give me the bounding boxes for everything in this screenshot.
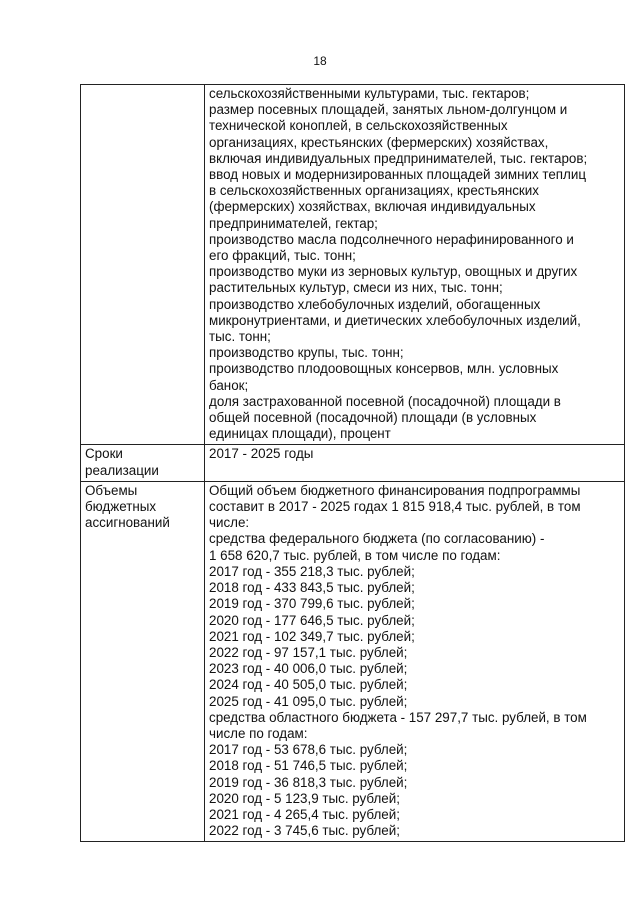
label-line: бюджетных bbox=[85, 499, 157, 515]
text-line: 2025 год - 41 095,0 тыс. рублей; bbox=[209, 693, 408, 709]
text-line: 1 658 620,7 тыс. рублей, в том числе по годам: bbox=[209, 547, 501, 563]
text-line: общей посевной (посадочной) площади (в условных bbox=[209, 410, 537, 426]
text-line: 2019 год - 36 818,3 тыс. рублей; bbox=[209, 774, 408, 790]
text-line: числе: bbox=[209, 515, 250, 531]
row-value-cell bbox=[205, 85, 625, 445]
text-line: 2017 - 2025 годы bbox=[209, 446, 314, 462]
text-line: средства федерального бюджета (по согласованию) - bbox=[209, 531, 545, 547]
text-line: производство муки из зерновых культур, овощных и других bbox=[209, 264, 578, 280]
text-line: 2021 год - 4 265,4 тыс. рублей; bbox=[209, 806, 400, 822]
label-line: ассигнований bbox=[85, 515, 170, 531]
passport-table bbox=[80, 84, 625, 842]
text-line: доля застрахованной посевной (посадочной) площади в bbox=[209, 393, 561, 409]
label-line: Сроки bbox=[85, 446, 123, 462]
text-line: 2022 год - 97 157,1 тыс. рублей; bbox=[209, 644, 408, 660]
text-line: составит в 2017 - 2025 годах 1 815 918,4 тыс. рублей, в том bbox=[209, 499, 581, 515]
text-line: растительных культур, смеси из них, тыс. тонн; bbox=[209, 280, 503, 296]
text-line: организациях, крестьянских (фермерских) хозяйствах, bbox=[209, 134, 549, 150]
text-line: микронутриентами, и диетических хлебобулочных изделий, bbox=[209, 312, 581, 328]
text-line: его фракций, тыс. тонн; bbox=[209, 248, 356, 264]
text-line: (фермерских) хозяйствах, включая индивидуальных bbox=[209, 199, 536, 215]
text-line: 2020 год - 5 123,9 тыс. рублей; bbox=[209, 790, 400, 806]
text-line: 2018 год - 433 843,5 тыс. рублей; bbox=[209, 580, 415, 596]
text-line: включая индивидуальных предпринимателей, тыс. гектаров; bbox=[209, 150, 588, 166]
text-line: сельскохозяйственными культурами, тыс. гектаров; bbox=[209, 86, 530, 101]
text-line: производство хлебобулочных изделий, обогащенных bbox=[209, 296, 541, 312]
text-line: средства областного бюджета - 157 297,7 тыс. рублей, в том bbox=[209, 709, 587, 725]
text-line: технической коноплей, в сельскохозяйственных bbox=[209, 118, 508, 134]
row-label-cell bbox=[81, 85, 205, 445]
table-row bbox=[81, 85, 625, 445]
text-line: производство масла подсолнечного нерафинированного и bbox=[209, 231, 574, 247]
row-value-cell bbox=[205, 445, 625, 481]
label-line: Объемы bbox=[85, 482, 138, 498]
row-label-cell bbox=[81, 445, 205, 481]
table-row bbox=[81, 445, 625, 481]
text-line: в сельскохозяйственных организациях, крестьянских bbox=[209, 183, 539, 199]
row-value-cell bbox=[205, 481, 625, 841]
text-line: 2021 год - 102 349,7 тыс. рублей; bbox=[209, 628, 415, 644]
text-line: размер посевных площадей, занятых льном-долгунцом и bbox=[209, 102, 568, 118]
text-line: тыс. тонн; bbox=[209, 329, 271, 345]
text-line: 2017 год - 355 218,3 тыс. рублей; bbox=[209, 563, 415, 579]
text-line: производство плодоовощных консервов, млн. условных bbox=[209, 361, 559, 377]
text-line: ввод новых и модернизированных площадей зимних теплиц bbox=[209, 167, 587, 183]
text-line: единицах площади), процент bbox=[209, 426, 391, 442]
table-row bbox=[81, 481, 625, 841]
text-line: 2019 год - 370 799,6 тыс. рублей; bbox=[209, 596, 415, 612]
text-line: 2023 год - 40 006,0 тыс. рублей; bbox=[209, 661, 408, 677]
text-line: Общий объем бюджетного финансирования подпрограммы bbox=[209, 482, 581, 498]
label-line: реализации bbox=[85, 462, 159, 478]
row-label-cell bbox=[81, 481, 205, 841]
text-line: 2024 год - 40 505,0 тыс. рублей; bbox=[209, 677, 408, 693]
text-line: 2018 год - 51 746,5 тыс. рублей; bbox=[209, 758, 408, 774]
text-line: числе по годам: bbox=[209, 725, 308, 741]
text-line: 2020 год - 177 646,5 тыс. рублей; bbox=[209, 612, 415, 628]
text-line: производство крупы, тыс. тонн; bbox=[209, 345, 404, 361]
text-line: 2017 год - 53 678,6 тыс. рублей; bbox=[209, 742, 408, 758]
text-line: 2022 год - 3 745,6 тыс. рублей; bbox=[209, 823, 400, 839]
page-number: 18 bbox=[313, 54, 327, 68]
text-line: банок; bbox=[209, 377, 249, 393]
text-line: предпринимателей, гектар; bbox=[209, 215, 378, 231]
